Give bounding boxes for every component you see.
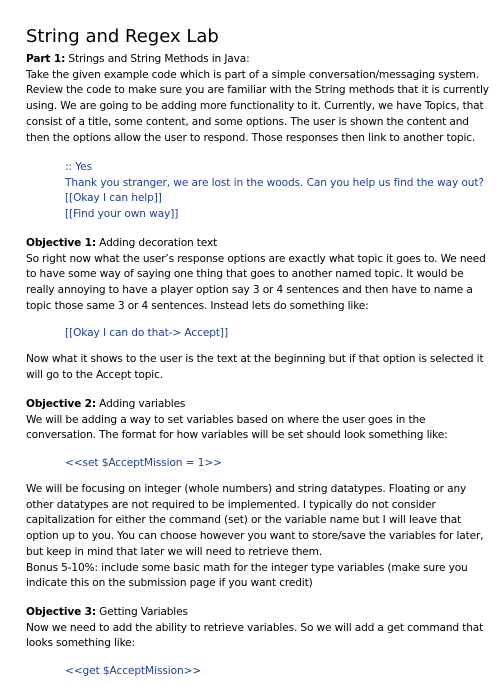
objective1-section xyxy=(26,236,492,315)
objective2-code: <<set $AcceptMission = 1>> xyxy=(65,457,222,469)
example1-line: :: Yes xyxy=(65,161,93,173)
objective1-heading-rest: Adding decoration text xyxy=(95,237,218,249)
objective3-body: Now we need to add the ability to retrieve variables. So we will add a get command that looks something like: xyxy=(26,621,484,650)
objective3-section xyxy=(26,605,492,652)
objective1-after: Now what it shows to the user is the text at the beginning but if that option is selected it will go to the Accept topic. xyxy=(26,353,484,381)
part1-heading: Part 1: xyxy=(26,53,66,65)
part1-section xyxy=(26,52,492,146)
objective2-heading-rest: Adding variables xyxy=(95,398,186,410)
example1-line: Thank you stranger, we are lost in the woods. Can you help us find the way out? xyxy=(65,176,484,189)
page-title: String and Regex Lab xyxy=(26,26,219,47)
example1-code-block xyxy=(65,160,495,223)
objective2-after-text: We will be focusing on integer (whole numbers) and string datatypes. Floating or any other datatypes are not required to be implemented. I typically do not consider capitalization for either the command (set) or the variable name but I will leave that option up to you. You can choose however you want to store/save the variables for later, but keep in mind that later we will need to retrieve them. xyxy=(26,483,484,558)
objective2-after xyxy=(26,482,492,592)
example1-line: [[Find your own way]] xyxy=(65,208,179,221)
example1-line: [[Okay I can help]] xyxy=(65,192,162,205)
objective3-heading: Objective 3: xyxy=(26,606,96,618)
objective2-heading: Objective 2: xyxy=(26,398,96,410)
part1-body: Take the given example code which is part of a simple conversation/messaging system. Review the code to make sure you are familiar with the String methods that it is currently using. We are going to be adding more functionality to it. Currently, we have Topics, that consist of a title, some content, and some options. The user is shown the content and then the options allow the user to respond. Those responses then link to another topic. xyxy=(26,68,489,144)
part1-heading-rest: Strings and String Methods in Java: xyxy=(65,53,250,65)
objective2-section xyxy=(26,397,492,444)
objective3-code: <<get $AcceptMission>> xyxy=(65,665,202,677)
objective1-heading: Objective 1: xyxy=(26,237,96,249)
objective1-code: [[Okay I can do that-> Accept]] xyxy=(65,327,228,339)
objective2-body: We will be adding a way to set variables based on where the user goes in the conversation. The format for how variables will be set should look something like: xyxy=(26,413,448,442)
objective1-body: So right now what the user’s response options are exactly what topic it goes to. We need to have some way of saying one thing that goes to another named topic. It would be really annoying to have a player option say 3 or 4 sentences and then have to name a topic those same 3 or 4 sentences. Instead lets do something like: xyxy=(26,252,486,312)
objective3-heading-rest: Getting Variables xyxy=(95,606,188,618)
objective2-bonus: Bonus 5-10%: include some basic math for the integer type variables (make sure you indicate this on the submission page if you want credit) xyxy=(26,561,468,590)
